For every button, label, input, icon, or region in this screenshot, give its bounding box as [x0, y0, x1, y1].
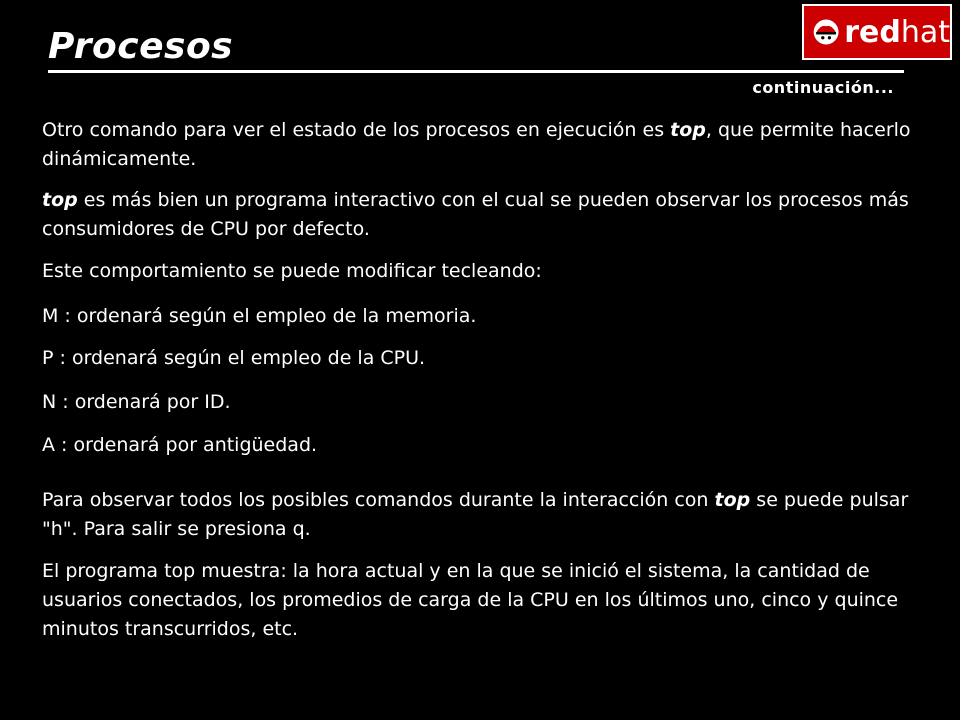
slide-title: Procesos	[48, 26, 234, 67]
redhat-shadowman-icon	[812, 15, 840, 49]
logo-text-red: red	[844, 14, 901, 50]
paragraph-1	[42, 116, 942, 174]
paragraph-3: Este comportamiento se puede modificar tecleando:	[42, 260, 542, 282]
redhat-logo	[802, 4, 952, 60]
title-underline	[48, 70, 904, 73]
p4-text-end: se puede pulsar "h". Para salir se presiona q.	[42, 489, 909, 540]
slide-subtitle: continuación...	[752, 78, 894, 97]
p2-top: top	[42, 189, 78, 211]
paragraph-4	[42, 486, 942, 544]
key-item-a: A : ordenará por antigüedad.	[42, 434, 318, 456]
paragraph-2	[42, 186, 942, 244]
key-item-m: M : ordenará según el empleo de la memoria.	[42, 305, 477, 327]
p2-text: es más bien un programa interactivo con el cual se pueden observar los procesos más consumidores de CPU por defecto.	[42, 189, 909, 240]
p1-text-end: , que permite hacerlo dinámicamente.	[42, 119, 911, 170]
p4-text: Para observar todos los posibles comandos durante la interacción con	[42, 489, 715, 511]
p1-text: Otro comando para ver el estado de los procesos en ejecución es	[42, 119, 671, 141]
p1-top: top	[670, 119, 706, 141]
p4-top: top	[714, 489, 751, 511]
logo-text-hat: hat	[900, 14, 950, 50]
paragraph-5: El programa top muestra: la hora actual y en la que se inició el sistema, la cantidad de usuarios conectados, los promedios de carga de la CPU en los últimos uno, cinco y quince minutos transcurridos, etc.	[42, 560, 899, 640]
key-item-n: N : ordenará por ID.	[42, 391, 231, 413]
key-item-p: P : ordenará según el empleo de la CPU.	[42, 347, 426, 369]
